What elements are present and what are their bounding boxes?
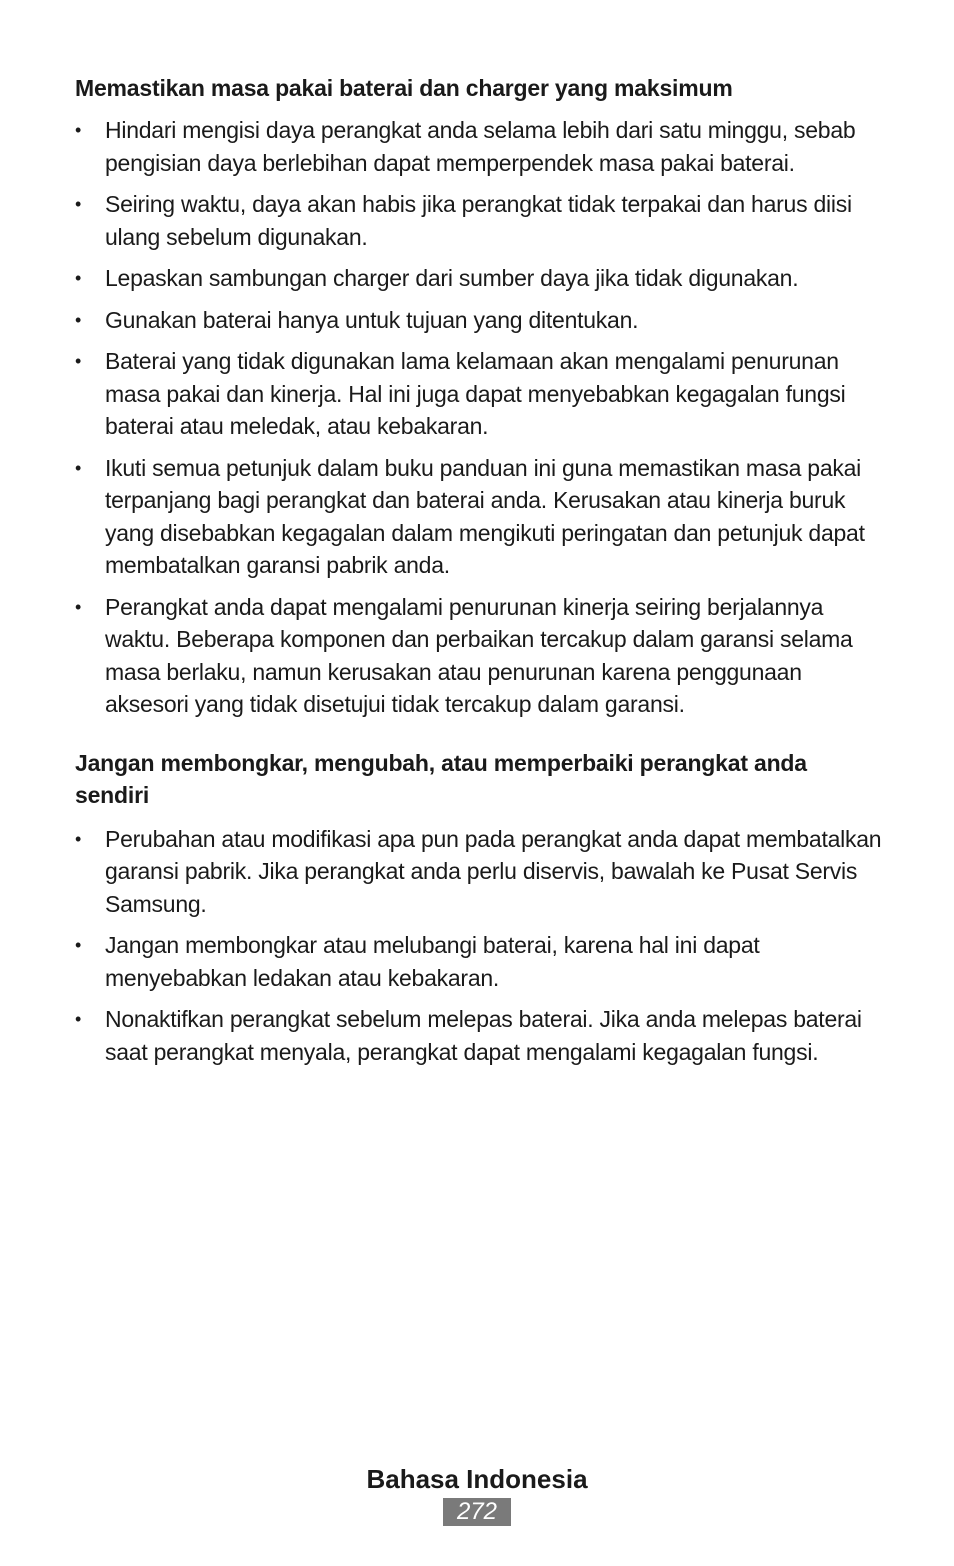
list-item-text: Ikuti semua petunjuk dalam buku panduan ini guna memastikan masa pakai terpanjang bagi perangkat dan baterai anda. Kerusakan atau kinerja buruk yang disebabkan kegagalan dalam mengikuti peringatan dan petunjuk dapat membatalkan garansi pabrik anda. [105,454,865,578]
disassemble-list [75,823,885,1069]
list-item [75,262,885,295]
footer-language: Bahasa Indonesia [366,1464,588,1494]
bullet-icon: • [75,194,82,214]
page-footer [0,1462,954,1526]
list-item-text: Gunakan baterai hanya untuk tujuan yang ditentukan. [105,306,639,333]
list-item [75,1003,885,1068]
list-item-text: Perangkat anda dapat mengalami penurunan kinerja seiring berjalannya waktu. Beberapa komponen dan perbaikan tercakup dalam garansi selama masa berlaku, namun kerusakan atau penurunan karena penggunaan aksesori yang tidak disetujui tidak tercakup dalam garansi. [105,593,853,717]
list-item [75,188,885,253]
bullet-icon: • [75,1009,82,1029]
section-heading-do-not-disassemble: Jangan membongkar, mengubah, atau memperbaiki perangkat anda sendiri [75,749,807,808]
list-item [75,452,885,582]
battery-life-list [75,114,885,721]
list-item [75,345,885,443]
list-item-text: Jangan membongkar atau melubangi baterai, karena hal ini dapat menyebabkan ledakan atau kebakaran. [105,932,760,991]
list-item [75,114,885,179]
list-item [75,591,885,721]
bullet-icon: • [75,457,82,478]
bullet-icon: • [75,935,82,955]
document-page [75,72,885,1077]
bullet-icon: • [75,120,82,140]
list-item [75,823,885,921]
bullet-icon: • [75,309,82,330]
list-item-text: Seiring waktu, daya akan habis jika perangkat tidak terpakai dan harus diisi ulang sebelum digunakan. [105,191,852,250]
list-item-text: Lepaskan sambungan charger dari sumber daya jika tidak digunakan. [105,265,799,291]
list-item-text: Nonaktifkan perangkat sebelum melepas baterai. Jika anda melepas baterai saat perangkat menyala, perangkat dapat mengalami kegagalan fungsi. [105,1006,862,1065]
list-item-text: Baterai yang tidak digunakan lama kelamaan akan mengalami penurunan masa pakai dan kinerja. Hal ini juga dapat menyebabkan kegagalan fungsi baterai atau meledak, atau kebakaran. [105,348,846,439]
list-item-text: Perubahan atau modifikasi apa pun pada perangkat anda dapat membatalkan garansi pabrik. Jika perangkat anda perlu diservis, bawalah ke Pusat Servis Samsung. [105,825,882,917]
section-heading-battery-life: Memastikan masa pakai baterai dan charger yang maksimum [75,75,733,101]
list-item [75,304,885,337]
bullet-icon: • [75,828,82,849]
list-item-text: Hindari mengisi daya perangkat anda selama lebih dari satu minggu, sebab pengisian daya berlebihan dapat memperpendek masa pakai baterai. [105,117,856,176]
list-item [75,929,885,994]
bullet-icon: • [75,351,82,371]
bullet-icon: • [75,596,82,617]
page-number: 272 [443,1498,511,1526]
bullet-icon: • [75,268,82,288]
